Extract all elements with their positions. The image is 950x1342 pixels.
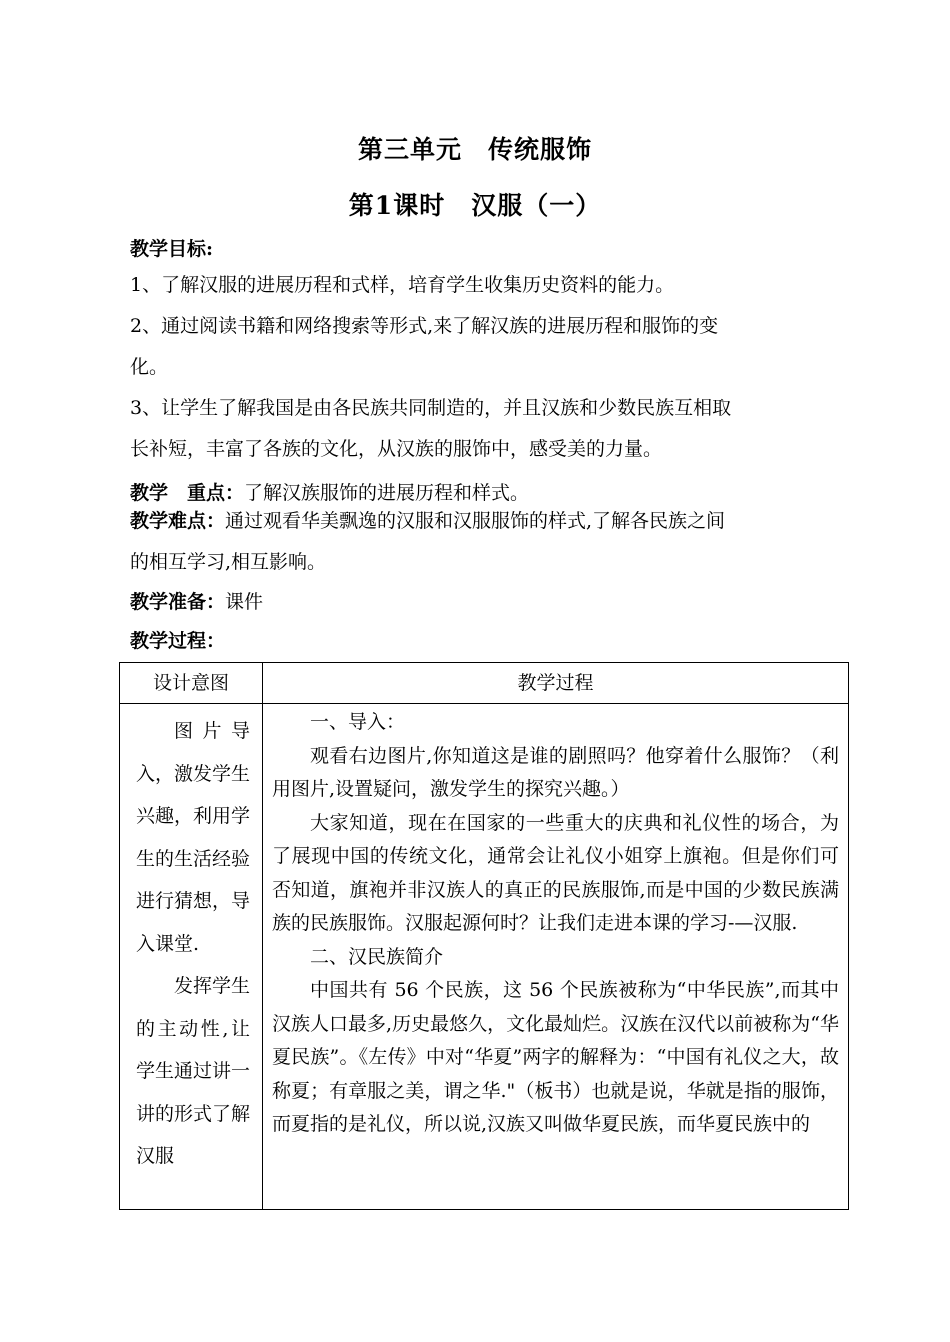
- objective-line: 化。: [130, 356, 169, 378]
- intent-paragraph: 发挥学生的主动性,让学生通过讲一讲的形式了解汉服: [136, 975, 251, 1167]
- key-points: [130, 478, 529, 505]
- objectives-heading: 教学目标:: [130, 238, 214, 260]
- table-header-row: [120, 663, 849, 704]
- difficulties-continued: 的相互学习,相互影响。: [130, 551, 327, 573]
- process-paragraph: 二、汉民族简介: [310, 945, 444, 968]
- design-intent-cell: [120, 704, 263, 1210]
- process-paragraph: 大家知道，现在在国家的一些重大的庆典和礼仪性的场合，为了展现中国的传统文化，通常会让礼仪小姐穿上旗袍。但是你们可否知道，旗袍并非汉族人的真正的民族服饰,而是中国的少数民族满族的民族服饰。汉服起源何时？让我们走进本课的学习-—汉服.: [272, 811, 839, 934]
- key-points-label: 教学 重点：: [130, 482, 245, 504]
- difficulties-text: 通过观看华美飘逸的汉服和汉服服饰的样式,了解各民族之间: [225, 510, 726, 532]
- teaching-process-cell: [263, 704, 849, 1210]
- process-table: [119, 662, 849, 1210]
- table-row: [120, 704, 849, 1210]
- objective-line: 3、让学生了解我国是由各民族共同制造的，并且汉族和少数民族互相取: [130, 397, 732, 419]
- preparation: [130, 587, 263, 614]
- difficulties: [130, 506, 725, 533]
- intent-paragraph: 图片导入，激发学生兴趣，利用学生的生活经验进行猜想，导入课堂.: [136, 720, 251, 955]
- lesson-title: 第1课时 汉服（一）: [348, 191, 602, 220]
- key-points-text: 了解汉族服饰的进展历程和样式。: [244, 482, 530, 504]
- objective-line: 1、了解汉服的进展历程和式样，培育学生收集历史资料的能力。: [130, 274, 675, 296]
- header-design-intent: 设计意图: [120, 663, 263, 704]
- preparation-label: 教学准备：: [130, 591, 226, 613]
- unit-title: 第三单元 传统服饰: [357, 135, 592, 164]
- process-paragraph: 中国共有 56 个民族，这 56 个民族被称为“中华民族”,而其中汉族人口最多,历史最悠久，文化最灿烂。汉族在汉代以前被称为“华夏民族”。《左传》中对“华夏”两字的解释为：“中国有礼仪之大，故称夏；有章服之美，谓之华."（板书）也就是说，华就是指的服饰，而夏指的是礼仪，所以说,汉族又叫做华夏民族，而华夏民族中的: [272, 979, 839, 1135]
- objective-line: 2、通过阅读书籍和网络搜索等形式,来了解汉族的进展历程和服饰的变: [130, 315, 719, 337]
- process-paragraph: 观看右边图片,你知道这是谁的剧照吗？他穿着什么服饰？（利用图片,设置疑问，激发学生的探究兴趣。）: [272, 744, 839, 800]
- header-teaching-process: 教学过程: [263, 663, 849, 704]
- process-heading: 教学过程：: [130, 630, 226, 652]
- objective-line: 长补短，丰富了各族的文化，从汉族的服饰中，感受美的力量。: [130, 438, 663, 460]
- preparation-text: 课件: [225, 591, 264, 613]
- process-paragraph: 一、导入：: [310, 711, 406, 733]
- difficulties-label: 教学难点：: [130, 510, 226, 532]
